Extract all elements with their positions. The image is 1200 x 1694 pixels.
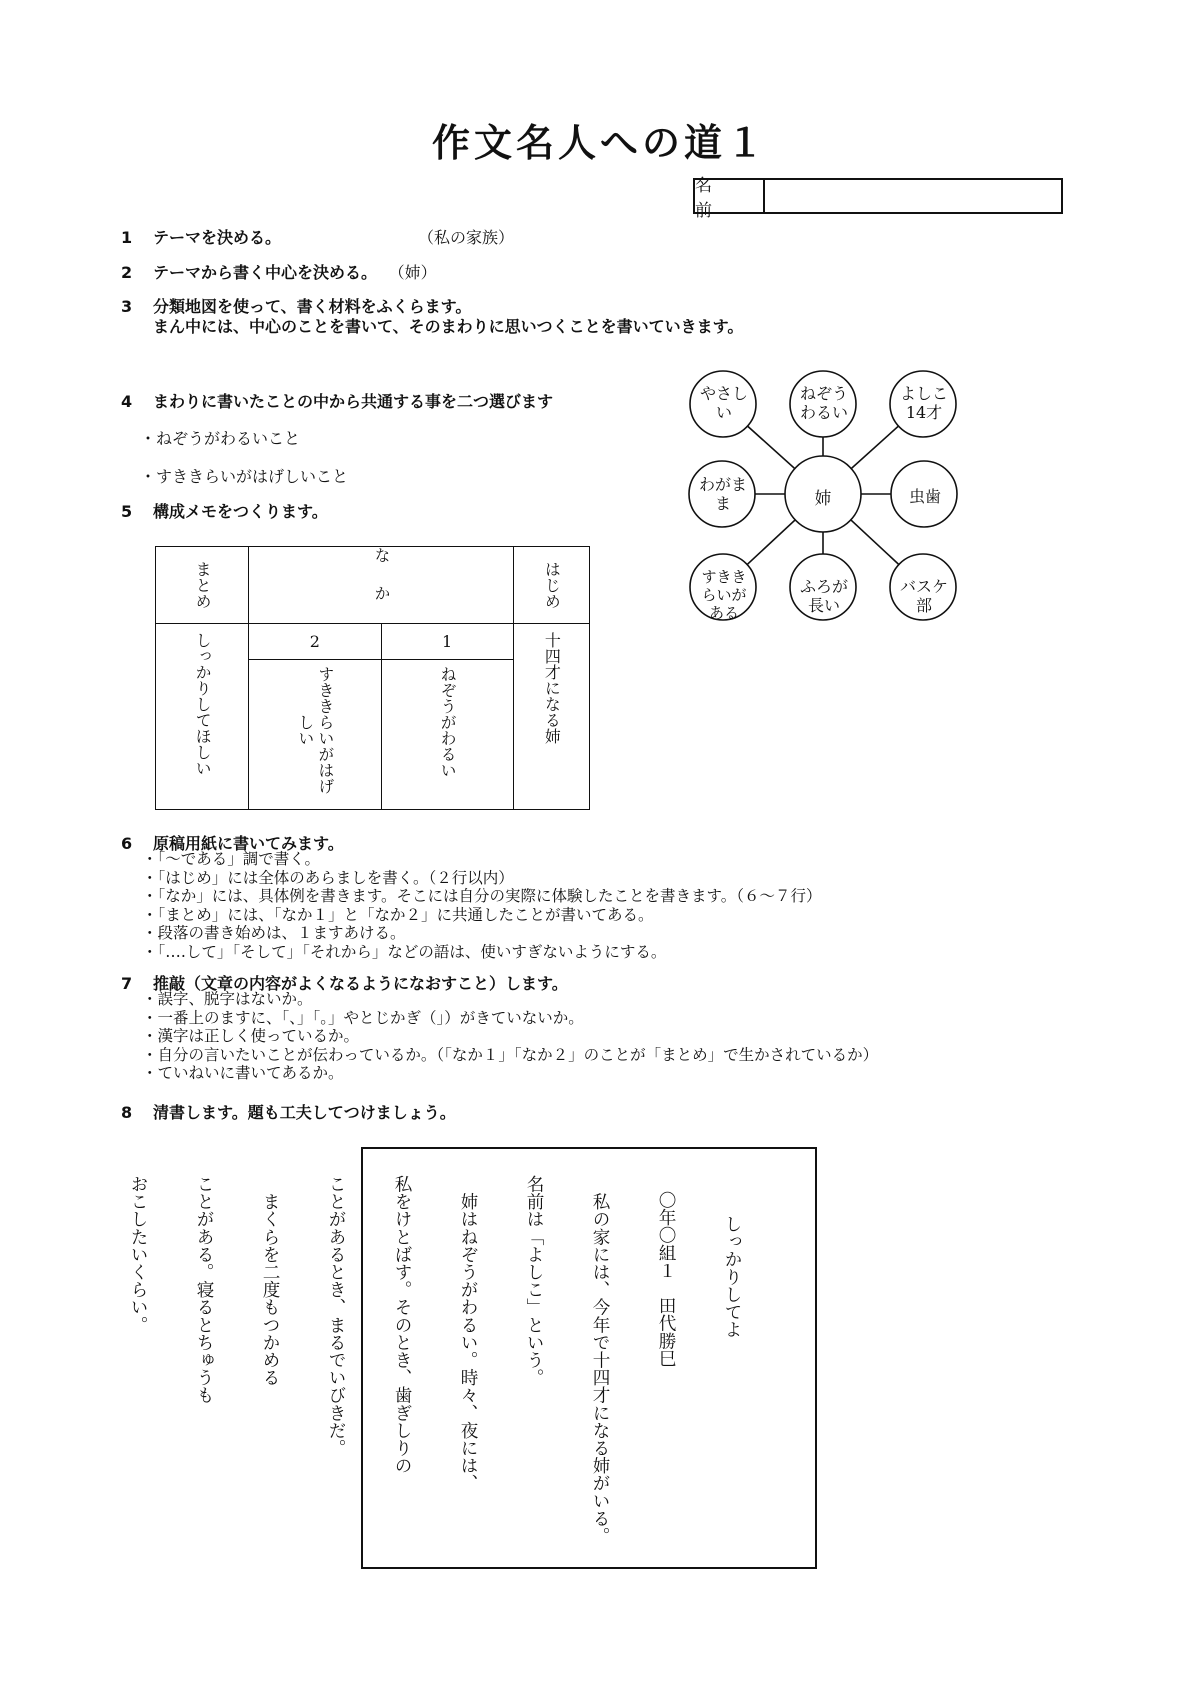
step-8-number: 8 — [121, 1103, 133, 1122]
memo-naka2-cell — [249, 660, 381, 810]
step-7-item: ・漢字は正しく使っているか。 — [142, 1027, 360, 1045]
step-7-item: ・誤字、脱字はないか。 — [142, 990, 313, 1008]
step-2 — [121, 260, 437, 283]
step-6-item: ・段落の書き始めは、１ますあける。 — [142, 924, 406, 942]
step-1-note: （私の家族） — [418, 228, 515, 247]
step-5-number: 5 — [121, 502, 133, 521]
essay-byline: 〇年〇組１ 田代勝巳 — [656, 1191, 676, 1367]
name-field[interactable] — [765, 180, 1061, 212]
memo-matome-cell — [156, 624, 249, 810]
memo-header-hajime — [513, 547, 589, 624]
essay-line: 私の家には、今年で十四才になる姉がいる。 — [590, 1175, 610, 1545]
step-6-list — [142, 850, 822, 961]
map-node-bot-right: バスケ部 — [899, 577, 948, 615]
step-2-number: 2 — [121, 263, 133, 282]
step-8 — [121, 1100, 456, 1123]
step-7-list — [142, 990, 878, 1083]
map-node-top-right: よしこ14才 — [899, 384, 948, 422]
step-6-number: 6 — [121, 834, 133, 853]
step-4 — [121, 389, 553, 412]
essay-line: 姉はねぞうがわるい。時々、夜には、 — [458, 1175, 478, 1492]
memo-header-naka-text: なか — [372, 547, 391, 623]
essay-line: ことがあるとき、まるでいびきだ。 — [326, 1175, 346, 1457]
essay-text — [83, 1175, 787, 1547]
step-7-item: ・自分の言いたいことが伝わっているか。（「なか１」「なか２」のことが「まとめ」で生かされているか） — [142, 1045, 879, 1064]
step-7-number: 7 — [121, 974, 133, 993]
step-5-text: 構成メモをつくります。 — [153, 502, 328, 521]
step-3-number: 3 — [121, 297, 133, 316]
map-node-top-mid: ねぞうわるい — [799, 384, 848, 422]
step-2-note: （姉） — [388, 263, 437, 282]
memo-naka1-number: 1 — [381, 624, 513, 660]
step-3-line1: 分類地図を使って、書く材料をふくらます。 — [153, 297, 472, 316]
essay-title: しっかりしてよ — [722, 1215, 742, 1339]
step-6-text: 原稿用紙に書いてみます。 — [153, 834, 344, 853]
step-7-item: ・一番上のますに、「、」「。」やとじかぎ（」）がきていないか。 — [142, 1008, 584, 1027]
memo-naka1-text: ねぞうがわるい — [438, 666, 458, 778]
map-node-bot-left: すききらいがある — [701, 568, 747, 622]
step-1-text: テーマを決める。 — [153, 228, 282, 247]
step-3-line2: まん中には、中心のことを書いて、そのまわりに思いつくことを書いていきます。 — [153, 317, 744, 336]
memo-header-matome-text: まとめ — [193, 561, 213, 609]
name-label: 名 前 — [695, 180, 765, 212]
step-5 — [121, 499, 328, 522]
memo-header-naka — [249, 547, 514, 624]
memo-naka2-text: すききらいがはげしい — [295, 666, 335, 794]
map-node-mid-right: 虫歯 — [908, 487, 941, 506]
step-4-item: ・すききらいがはげしいこと — [140, 467, 349, 486]
step-6-item: ・「なか」には、具体例を書きます。そこには自分の実際に体験したことを書きます。（６〜７行） — [142, 887, 822, 905]
composition-memo-table — [155, 546, 590, 810]
step-7-item: ・ていねいに書いてあるか。 — [142, 1064, 344, 1082]
memo-matome-text: しっかりしてほしい — [193, 632, 213, 776]
memo-naka1-cell — [381, 660, 513, 810]
step-6-item: ・「はじめ」には全体のあらましを書く。（２行以内） — [142, 868, 514, 887]
step-2-text: テーマから書く中心を決める。 — [153, 263, 378, 282]
map-node-center: 姉 — [814, 489, 832, 509]
step-6-item: ・「〜である」調で書く。 — [142, 850, 320, 868]
memo-hajime-cell — [513, 624, 589, 810]
map-node-bot-mid: ふろが長い — [799, 577, 848, 615]
step-4-text: まわりに書いたことの中から共通する事を二つ選びます — [153, 392, 554, 411]
memo-naka2-number: 2 — [249, 624, 381, 660]
step-8-text: 清書します。題も工夫してつけましょう。 — [153, 1103, 456, 1122]
essay-box — [128, 1147, 817, 1569]
essay-line: おこしたいくらい。 — [128, 1175, 148, 1334]
memo-header-hajime-text: はじめ — [542, 561, 562, 609]
essay-line: 名前は「よしこ」という。 — [524, 1175, 544, 1387]
name-box — [693, 176, 1063, 221]
memo-header-matome — [156, 547, 249, 624]
essay-line: ことがある。寝るとちゅうも — [194, 1175, 214, 1404]
step-1-number: 1 — [121, 228, 133, 247]
step-3 — [121, 297, 743, 337]
essay-line: 私をけとばす。そのとき、歯ぎしりの — [392, 1175, 412, 1475]
essay-line: まくらを二度もつかめる — [260, 1175, 280, 1387]
step-4-item: ・ねぞうがわるいこと — [140, 429, 301, 448]
step-4-number: 4 — [121, 392, 133, 411]
step-6-item: ・「まとめ」には、「なか１」と「なか２」に共通したことが書いてある。 — [142, 905, 654, 924]
map-node-top-left: やさしい — [699, 384, 748, 422]
step-7-text: 推敲（文章の内容がよくなるようになおすこと）します。 — [153, 974, 568, 993]
page-title: 作文名人への道１ — [431, 121, 768, 165]
memo-hajime-text: 十四才になる姉 — [542, 632, 562, 744]
map-node-mid-left: わがまま — [698, 475, 747, 513]
step-1 — [121, 225, 281, 248]
step-6-item: ・「‥‥して」「そして」「それから」などの語は、使いすぎないようにする。 — [142, 942, 667, 961]
